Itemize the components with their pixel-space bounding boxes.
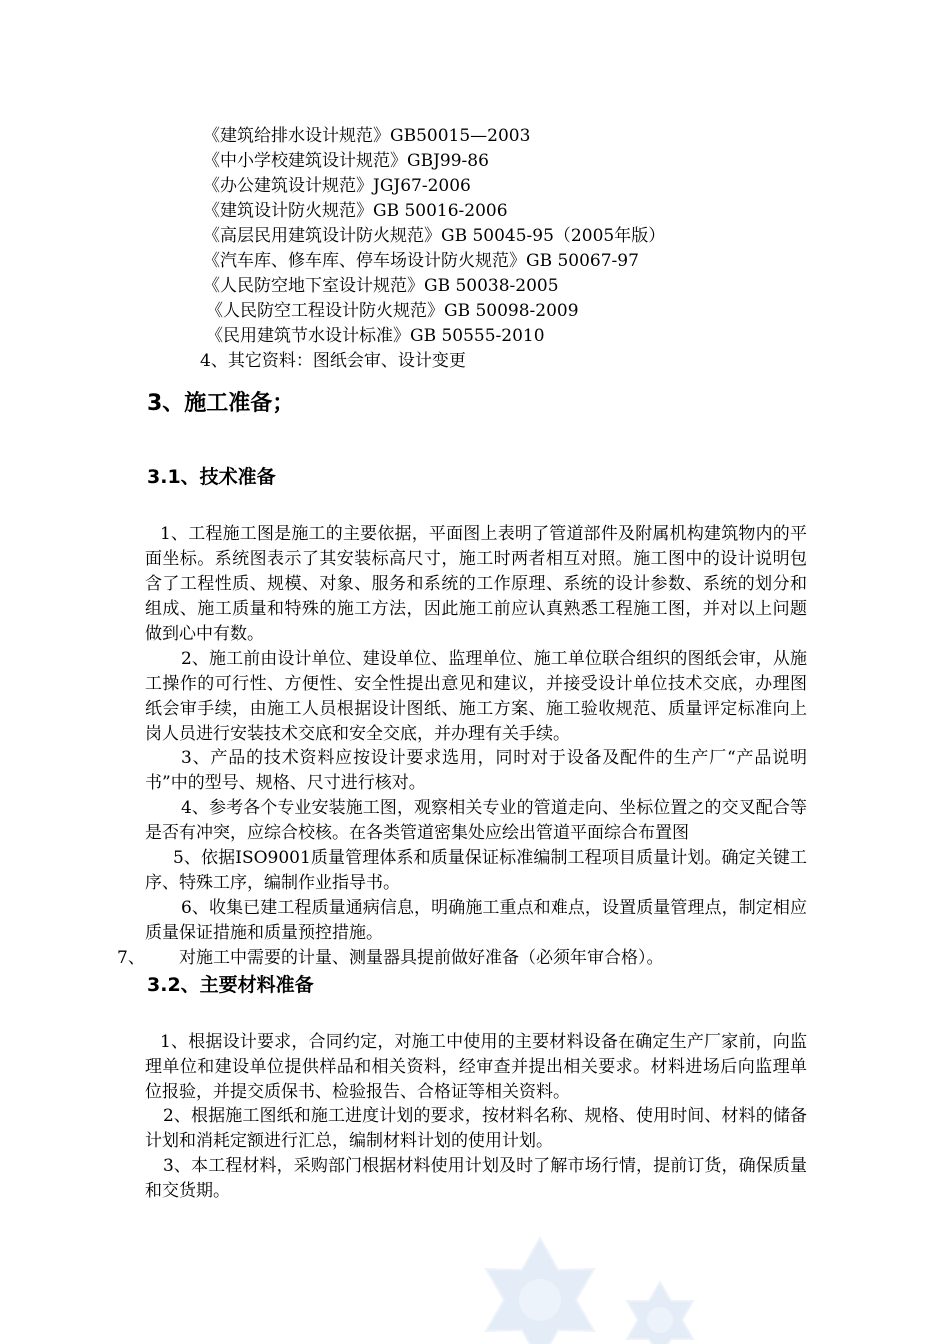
reference-item: 《建筑设计防火规范》GB 50016-2006 — [203, 201, 508, 221]
reference-item: 《民用建筑节水设计标准》GB 50555-2010 — [206, 326, 545, 346]
paragraph: 6、收集已建工程质量通病信息，明确施工重点和难点，设置质量管理点，制定相应质量保证措施和质量预控措施。 — [145, 898, 807, 943]
list-item-number: 7、 — [117, 948, 145, 968]
reference-item: 《建筑给排水设计规范》GB50015—2003 — [203, 126, 531, 146]
reference-item: 《汽车库、修车库、停车场设计防火规范》GB 50067-97 — [203, 251, 639, 271]
watermark-logo — [470, 1225, 720, 1344]
paragraph: 1、工程施工图是施工的主要依据，平面图上表明了管道部件及附属机构建筑物内的平面坐标。系统图表示了其安装标高尺寸，施工时两者相互对照。施工图中的设计说明包含了工程性质、规模、对象、服务和系统的工作原理、系统的设计参数、系统的划分和组成、施工质量和特殊的施工方法，因此施工前应认真熟悉工程施工图，并对以上问题做到心中有数。 — [145, 524, 807, 644]
reference-item: 《人民防空工程设计防火规范》GB 50098-2009 — [206, 301, 579, 321]
paragraph: 2、根据施工图纸和施工进度计划的要求，按材料名称、规格、使用时间、材料的储备计划和消耗定额进行汇总，编制材料计划的使用计划。 — [145, 1106, 807, 1151]
subsection-heading: 3.1、技术准备 — [147, 466, 276, 488]
reference-item: 《高层民用建筑设计防火规范》GB 50045-95（2005年版） — [203, 226, 666, 246]
paragraph: 3、本工程材料，采购部门根据材料使用计划及时了解市场行情，提前订货，确保质量和交货期。 — [145, 1156, 807, 1201]
paragraph: 2、施工前由设计单位、建设单位、监理单位、施工单位联合组织的图纸会审，从施工操作的可行性、方便性、安全性提出意见和建议，并接受设计单位技术交底，办理图纸会审手续，由施工人员根据设计图纸、施工方案、施工验收规范、质量评定标准向上岗人员进行安装技术交底和安全交底，并办理有关手续。 — [145, 649, 807, 744]
other-materials-line: 4、其它资料：图纸会审、设计变更 — [200, 351, 466, 371]
reference-item: 《办公建筑设计规范》JGJ67-2006 — [203, 176, 471, 196]
section-heading: 3、施工准备； — [147, 391, 295, 416]
paragraph: 3、产品的技术资料应按设计要求选用，同时对于设备及配件的生产厂“产品说明书”中的型号、规格、尺寸进行核对。 — [145, 748, 807, 793]
paragraph: 4、参考各个专业安装施工图，观察相关专业的管道走向、坐标位置之的交叉配合等是否有冲突，应综合校核。在各类管道密集处应绘出管道平面综合布置图 — [145, 798, 807, 843]
paragraph: 1、根据设计要求，合同约定，对施工中使用的主要材料设备在确定生产厂家前，向监理单位和建设单位提供样品和相关资料，经审查并提出相关要求。材料进场后向监理单位报验，并提交质保书、检验报告、合格证等相关资料。 — [145, 1032, 807, 1102]
list-item-text: 对施工中需要的计量、测量器具提前做好准备（必须年审合格）。 — [179, 948, 664, 968]
subsection-heading: 3.2、主要材料准备 — [147, 974, 314, 996]
list-item — [117, 946, 664, 971]
reference-item: 《中小学校建筑设计规范》GBJ99-86 — [203, 151, 489, 171]
paragraph: 5、依据ISO9001质量管理体系和质量保证标准编制工程项目质量计划。确定关键工序、特殊工序，编制作业指导书。 — [145, 848, 807, 893]
reference-item: 《人民防空地下室设计规范》GB 50038-2005 — [203, 276, 559, 296]
